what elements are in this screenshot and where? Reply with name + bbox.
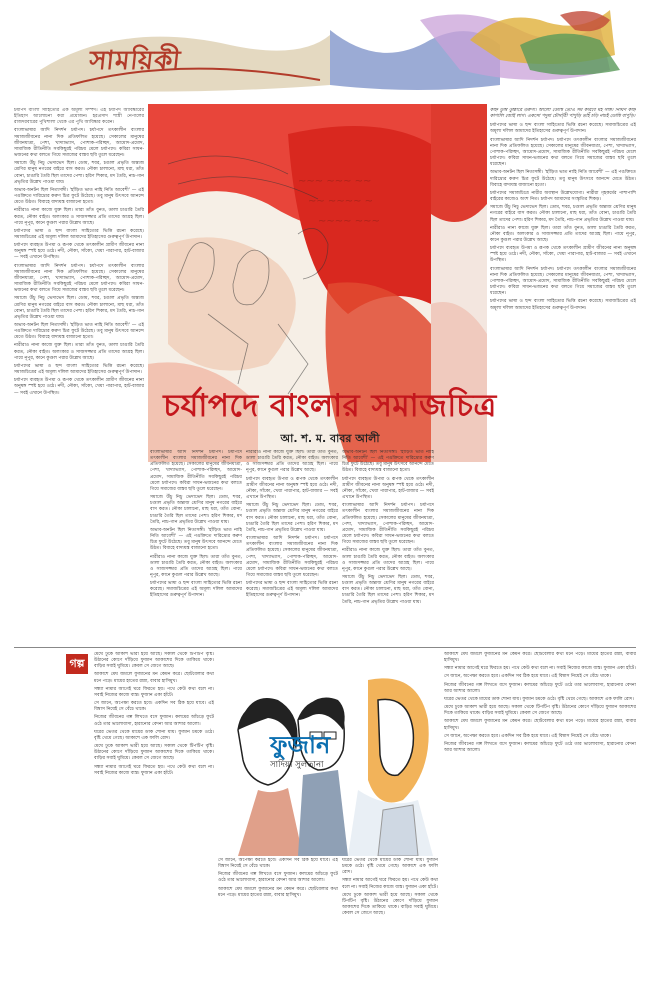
article-paragraph: নারীরাও নানা কাজে যুক্ত ছিল। তারা তাঁত বুনত, ডালা চাঙারি তৈরি করত, নৌকা বাইত। অলংকার ও সাজসজ্জার প্রতি তাদের আগ্রহ ছিল। পায়ে নূপুর, কানে কুণ্ডল পরার উল্লেখ আছে।	[14, 208, 144, 226]
story-paragraph: ঘরের ভেতর থেকে মায়ের ডাক শোনা যায়। ফুজান চমকে ওঠে। বৃষ্টি থেমে গেছে। আকাশে এক ফালি রোদ।	[444, 696, 634, 702]
article-paragraph: অভাব-অনটন ছিল নিত্যসঙ্গী। 'হাঁড়িত ভাত নাহি নিতি আবেশী' — এই পঙক্তিতে দারিদ্র্যের করুণ চিত্র ফুটে উঠেছে। তবু মানুষ উৎসবে আনন্দে মেতে উঠত। বিবাহে বাদ্যযন্ত্র বাজানো হতো।	[342, 450, 434, 474]
article-paragraph: নারীরাও নানা কাজে যুক্ত ছিল। তারা তাঁত বুনত, ডালা চাঙারি তৈরি করত, নৌকা বাইত। অলংকার ও সাজসজ্জার প্রতি তাদের আগ্রহ ছিল। পায়ে নূপুর, কানে কুণ্ডল পরার উল্লেখ আছে।	[490, 225, 636, 243]
story-author: সাদিয়া সুলতানা	[270, 760, 324, 770]
article-paragraph: নারীরাও নানা কাজে যুক্ত ছিল। তারা তাঁত বুনত, ডালা চাঙারি তৈরি করত, নৌকা বাইত। অলংকার ও সাজসজ্জার প্রতি তাদের আগ্রহ ছিল। পায়ে নূপুর, কানে কুণ্ডল পরার উল্লেখ আছে।	[150, 554, 242, 578]
article-paragraph: চর্যাপদের ভাষা ও ছন্দ বাংলা সাহিত্যের ভিত্তি রচনা করেছে। সমাজচিত্রের এই অমূল্য দলিল আমাদের ইতিহাসের গুরুত্বপূর্ণ উপাদান।	[490, 123, 636, 135]
article-paragraph: অভাব-অনটন ছিল নিত্যসঙ্গী। 'হাঁড়িত ভাত নাহি নিতি আবেশী' — এই পঙক্তিতে দারিদ্র্যের করুণ চিত্র ফুটে উঠেছে। তবু মানুষ উৎসবে আনন্দে মেতে উঠত। বিবাহে বাদ্যযন্ত্র বাজানো হতো।	[150, 527, 242, 552]
article-headline: চর্যাপদে বাংলার সমাজচিত্র	[163, 388, 497, 424]
story-paragraph: মেঘে ঢুকে আকাশ ভারী হয়ে আছে। সকাল থেকে টিপটিপ বৃষ্টি। উঠানের কোণে দাঁড়িয়ে ফুজান আকাশের দিকে তাকিয়ে থাকে। বাড়ির সবাই ঘুমিয়ে। কেবল সে জেগে আছে।	[342, 892, 438, 917]
article-column-left	[14, 108, 144, 658]
story-column-2	[218, 858, 338, 978]
article-paragraph: বাংলাভাষার আদি নিদর্শন চর্যাপদ। চর্যাপদে তৎকালীন বাংলার সমাজজীবনের নানা দিক প্রতিফলিত হয়েছে। সেকালের মানুষের জীবনযাত্রা, পেশা, খাদ্যাভ্যাস, পোশাক-পরিচ্ছদ, আমোদ-প্রমোদ, সামাজিক রীতিনীতি সবকিছুরই পরিচয় মেলে চর্যাপদে। কবিরা সাধন-ভজনের কথা বলতে গিয়ে সমাজের বাস্তব ছবি তুলে ধরেছেন।	[14, 263, 144, 294]
story-paragraph: মেঘে ঢুকে আকাশ ভারী হয়ে আছে। সকাল থেকে টিপটিপ বৃষ্টি। উঠানের কোণে দাঁড়িয়ে ফুজান আকাশের দিকে তাকিয়ে থাকে। বাড়ির সবাই ঘুমিয়ে। কেবল সে জেগে আছে।	[444, 705, 636, 717]
article-paragraph: নারীরাও নানা কাজে যুক্ত ছিল। তারা তাঁত বুনত, ডালা চাঙারি তৈরি করত, নৌকা বাইত। অলংকার ও সাজসজ্জার প্রতি তাদের আগ্রহ ছিল। পায়ে নূপুর, কানে কুণ্ডল পরার উল্লেখ আছে।	[246, 450, 338, 474]
story-paragraph: ঘরের ভেতর থেকে মায়ের ডাক শোনা যায়। ফুজান চমকে ওঠে। বৃষ্টি থেমে গেছে। আকাশে এক ফালি রোদ।	[342, 858, 438, 876]
story-column-4	[444, 652, 636, 977]
article-paragraph: চর্যাপদের ভাষা ও ছন্দ বাংলা সাহিত্যের ভিত্তি রচনা করেছে। সমাজচিত্রের এই অমূল্য দলিল আমাদের ইতিহাসের গুরুত্বপূর্ণ উপাদান।	[490, 299, 636, 311]
article-paragraph: চর্যাপদে ব্যবহৃত উপমা ও রূপক থেকে তৎকালীন গ্রামীণ জীবনের নানা অনুষঙ্গ স্পষ্ট হয়ে ওঠে। নদী, নৌকা, সাঁকো, খেয়া পারাপার, হাট-বাজার — সবই এখানে উপস্থিত।	[14, 378, 144, 396]
svg-text:~~ ~~~~ ~: ~~ ~~~~ ~	[308, 196, 374, 207]
article-paragraph: বাংলাভাষার আদি নিদর্শন চর্যাপদ। চর্যাপদে তৎকালীন বাংলার সমাজজীবনের নানা দিক প্রতিফলিত হয়েছে। সেকালের মানুষের জীবনযাত্রা, পেশা, খাদ্যাভ্যাস, পোশাক-পরিচ্ছদ, আমোদ-প্রমোদ, সামাজিক রীতিনীতি সবকিছুরই পরিচয় মেলে চর্যাপদে। কবিরা সাধন-ভজনের কথা বলতে গিয়ে সমাজের বাস্তব ছবি তুলে ধরেছেন।	[342, 503, 434, 546]
story-paragraph: নিজের জীবনের গল্প লিখতে বসে ফুজান। কলমের আঁচড়ে ফুটে ওঠে তার ভালোবাসা, হারানোর বেদনা আর আশার আলো।	[218, 872, 338, 884]
article-paragraph: চর্যাপদে ব্যবহৃত উপমা ও রূপক থেকে তৎকালীন গ্রামীণ জীবনের নানা অনুষঙ্গ স্পষ্ট হয়ে ওঠে। নদী, নৌকা, সাঁকো, খেয়া পারাপার, হাট-বাজার — সবই এখানে উপস্থিত।	[246, 476, 338, 501]
article-column-4	[342, 450, 434, 642]
article-paragraph: চর্যাপদের ভাষা ও ছন্দ বাংলা সাহিত্যের ভিত্তি রচনা করেছে। সমাজচিত্রের এই অমূল্য দলিল আমাদের ইতিহাসের গুরুত্বপূর্ণ উপাদান।	[14, 363, 144, 376]
story-paragraph: সন্ধ্যা নামার আগেই ঘরে ফিরতে হয়। পথে কেউ কথা বলে না। সবাই নিজের কাজে ব্যস্ত। ফুজান একা হাঁটে।	[94, 686, 214, 698]
story-paragraph: সন্ধ্যা নামার আগেই ঘরে ফিরতে হয়। পথে কেউ কথা বলে না। সবাই নিজের কাজে ব্যস্ত। ফুজান একা হাঁটে।	[342, 878, 438, 890]
story-paragraph: আকাশে মেঘ জমলে ফুজানের মন কেমন করে। ছোটবেলার কথা মনে পড়ে। মায়ের হাতের রান্না, বাবার হাসিমুখ।	[94, 672, 214, 684]
story-column-3	[342, 858, 438, 978]
section-divider	[14, 647, 636, 648]
article-paragraph: চর্যাপদের ভাষা ও ছন্দ বাংলা সাহিত্যের ভিত্তি রচনা করেছে। সমাজচিত্রের এই অমূল্য দলিল আমাদের ইতিহাসের গুরুত্বপূর্ণ উপাদান।	[246, 581, 338, 599]
story-paragraph: নিজের জীবনের গল্প লিখতে বসে ফুজান। কলমের আঁচড়ে ফুটে ওঠে তার ভালোবাসা, হারানোর বেদনা আর আশার আলো।	[444, 682, 636, 694]
article-column-2	[150, 450, 242, 642]
article-paragraph: চর্যাপদে ব্যবহৃত উপমা ও রূপক থেকে তৎকালীন গ্রামীণ জীবনের নানা অনুষঙ্গ স্পষ্ট হয়ে ওঠে। নদী, নৌকা, সাঁকো, খেয়া পারাপার, হাট-বাজার — সবই এখানে উপস্থিত।	[14, 243, 144, 261]
story-paragraph: সে জানে, অপেক্ষা করতে হবে। একদিন সব ঠিক হয়ে যাবে। এই বিশ্বাস নিয়েই সে বেঁচে থাকে।	[218, 858, 338, 870]
article-paragraph: চর্যাপদে ব্যবহৃত উপমা ও রূপক থেকে তৎকালীন গ্রামীণ জীবনের নানা অনুষঙ্গ স্পষ্ট হয়ে ওঠে। নদী, নৌকা, সাঁকো, খেয়া পারাপার, হাট-বাজার — সবই এখানে উপস্থিত।	[342, 476, 434, 501]
story-paragraph: সন্ধ্যা নামার আগেই ঘরে ফিরতে হয়। পথে কেউ কথা বলে না। সবাই নিজের কাজে ব্যস্ত। ফুজান একা হাঁটে।	[94, 764, 214, 776]
article-byline: আ. শ. ম. বাবর আলী	[280, 432, 380, 445]
story-paragraph: নিজের জীবনের গল্প লিখতে বসে ফুজান। কলমের আঁচড়ে ফুটে ওঠে তার ভালোবাসা, হারানোর বেদনা আর আশার আলো।	[444, 741, 636, 754]
article-paragraph: সমাজে উঁচু নিচু ভেদাভেদ ছিল। ডোম, শবর, চণ্ডাল প্রভৃতি অন্ত্যজ শ্রেণির মানুষ নগরের বাইরে বাস করত। নৌকা চালানো, মাছ ধরা, তাঁত বোনা, চাঙারি তৈরি ছিল তাদের পেশা। হরিণ শিকার, মদ তৈরি, নাচ-গান প্রভৃতির উল্লেখ পাওয়া যায়।	[14, 161, 144, 185]
article-paragraph: অভাব-অনটন ছিল নিত্যসঙ্গী। 'হাঁড়িত ভাত নাহি নিতি আবেশী' — এই পঙক্তিতে দারিদ্র্যের করুণ চিত্র ফুটে উঠেছে। তবু মানুষ উৎসবে আনন্দে মেতে উঠত। বিবাহে বাদ্যযন্ত্র বাজানো হতো।	[490, 170, 636, 188]
article-intro: চর্যাপদ বাংলা সাহিত্যের এক অমূল্য সম্পদ। এই চর্যাপদ আবিষ্কারের ইতিহাস আলোচনা করা প্রয়োজন। হরপ্রসাদ শাস্ত্রী নেপালের রাজদরবারের পুথিশালা থেকে এর পুথি আবিষ্কার করেন।	[14, 108, 144, 126]
story-paragraph: আকাশে মেঘ জমলে ফুজানের মন কেমন করে। ছোটবেলার কথা মনে পড়ে। মায়ের হাতের রান্না, বাবার হাসিমুখ।	[218, 886, 338, 898]
article-paragraph: চর্যাপদের ভাষা ও ছন্দ বাংলা সাহিত্যের ভিত্তি রচনা করেছে। সমাজচিত্রের এই অমূল্য দলিল আমাদের ইতিহাসের গুরুত্বপূর্ণ উপাদান।	[150, 581, 242, 599]
story-paragraph: সে জানে, অপেক্ষা করতে হবে। একদিন সব ঠিক হয়ে যাবে। এই বিশ্বাস নিয়েই সে বেঁচে থাকে।	[444, 674, 611, 680]
article-paragraph: বাংলাভাষার আদি নিদর্শন চর্যাপদ। চর্যাপদে তৎকালীন বাংলার সমাজজীবনের নানা দিক প্রতিফলিত হয়েছে। সেকালের মানুষের জীবনযাত্রা, পেশা, খাদ্যাভ্যাস, পোশাক-পরিচ্ছদ, আমোদ-প্রমোদ, সামাজিক রীতিনীতি সবকিছুরই পরিচয় মেলে চর্যাপদে। কবিরা সাধন-ভজনের কথা বলতে গিয়ে সমাজের বাস্তব ছবি তুলে ধরেছেন।	[490, 137, 636, 168]
verse-block: কাহ্ন ডুম্বি তুহ্মারে তরুণী। আলো ডোম্বি তোএ সম করিবে মই সাঙ্গ। নিঘিণ কাহ্ন কাপালি জোই লাগ। একসো পদুমা চৌসট্ঠী পাখুড়ি তহিঁ চড়ি নাচই ডোম্বি বাপুড়ি।	[490, 108, 636, 120]
article-column-right	[490, 108, 636, 642]
article-paragraph: চর্যাপদের সমাজচিত্রে নারীর অবস্থান উল্লেখযোগ্য। নারীরা গৃহকর্মের পাশাপাশি বাইরের কাজেও অংশ নিত। চর্যাপদ আমাদের সংস্কৃতির শিকড়।	[490, 190, 636, 203]
story-paragraph: সে জানে, অপেক্ষা করতে হবে। একদিন সব ঠিক হয়ে যাবে। এই বিশ্বাস নিয়েই সে বেঁচে থাকে।	[444, 733, 611, 739]
story-paragraph: সন্ধ্যা নামার আগেই ঘরে ফিরতে হয়। পথে কেউ কথা বলে না। সবাই নিজের কাজে ব্যস্ত। ফুজান একা হাঁটে।	[444, 666, 636, 672]
svg-text:~~~~ ~~~: ~~~~ ~~~	[318, 216, 380, 227]
article-paragraph: অভাব-অনটন ছিল নিত্যসঙ্গী। 'হাঁড়িত ভাত নাহি নিতি আবেশী' — এই পঙক্তিতে দারিদ্র্যের করুণ চিত্র ফুটে উঠেছে। তবু মানুষ উৎসবে আনন্দে মেতে উঠত। বিবাহে বাদ্যযন্ত্র বাজানো হতো।	[14, 323, 144, 341]
article-paragraph: অভাব-অনটন ছিল নিত্যসঙ্গী। 'হাঁড়িত ভাত নাহি নিতি আবেশী' — এই পঙক্তিতে দারিদ্র্যের করুণ চিত্র ফুটে উঠেছে। তবু মানুষ উৎসবে আনন্দে মেতে উঠত। বিবাহে বাদ্যযন্ত্র বাজানো হতো।	[14, 187, 144, 206]
article-paragraph: সমাজে উঁচু নিচু ভেদাভেদ ছিল। ডোম, শবর, চণ্ডাল প্রভৃতি অন্ত্যজ শ্রেণির মানুষ নগরের বাইরে বাস করত। নৌকা চালানো, মাছ ধরা, তাঁত বোনা, চাঙারি তৈরি ছিল তাদের পেশা। হরিণ শিকার, মদ তৈরি, নাচ-গান প্রভৃতির উল্লেখ পাওয়া যায়।	[490, 205, 636, 223]
story-title: ফুজান	[270, 731, 331, 759]
story-paragraph: সে জানে, অপেক্ষা করতে হবে। একদিন সব ঠিক হয়ে যাবে। এই বিশ্বাস নিয়েই সে বেঁচে থাকে।	[94, 701, 214, 713]
article-column-3	[246, 450, 338, 642]
article-paragraph: সমাজে উঁচু নিচু ভেদাভেদ ছিল। ডোম, শবর, চণ্ডাল প্রভৃতি অন্ত্যজ শ্রেণির মানুষ নগরের বাইরে বাস করত। নৌকা চালানো, মাছ ধরা, তাঁত বোনা, চাঙারি তৈরি ছিল তাদের পেশা। হরিণ শিকার, মদ তৈরি, নাচ-গান প্রভৃতির উল্লেখ পাওয়া যায়।	[342, 574, 434, 605]
story-paragraph: মেঘে ঢুকে আকাশ ভারী হয়ে আছে। সকাল থেকে টিপটিপ বৃষ্টি। উঠানের কোণে দাঁড়িয়ে ফুজান আকাশের দিকে তাকিয়ে থাকে। বাড়ির সবাই ঘুমিয়ে। কেবল সে জেগে আছে।	[94, 652, 214, 670]
story-paragraph: আকাশে মেঘ জমলে ফুজানের মন কেমন করে। ছোটবেলার কথা মনে পড়ে। মায়ের হাতের রান্না, বাবার হাসিমুখ।	[444, 719, 636, 731]
story-tag: গল্প	[66, 654, 88, 674]
article-paragraph: বাংলাভাষার আদি নিদর্শন চর্যাপদ। চর্যাপদে তৎকালীন বাংলার সমাজজীবনের নানা দিক প্রতিফলিত হয়েছে। সেকালের মানুষের জীবনযাত্রা, পেশা, খাদ্যাভ্যাস, পোশাক-পরিচ্ছদ, আমোদ-প্রমোদ, সামাজিক রীতিনীতি সবকিছুরই পরিচয় মেলে চর্যাপদে। কবিরা সাধন-ভজনের কথা বলতে গিয়ে সমাজের বাস্তব ছবি তুলে ধরেছেন।	[150, 450, 242, 492]
article-paragraph: নারীরাও নানা কাজে যুক্ত ছিল। তারা তাঁত বুনত, ডালা চাঙারি তৈরি করত, নৌকা বাইত। অলংকার ও সাজসজ্জার প্রতি তাদের আগ্রহ ছিল। পায়ে নূপুর, কানে কুণ্ডল পরার উল্লেখ আছে।	[342, 548, 434, 572]
article-paragraph: চর্যাপদের ভাষা ও ছন্দ বাংলা সাহিত্যের ভিত্তি রচনা করেছে। সমাজচিত্রের এই অমূল্য দলিল আমাদের ইতিহাসের গুরুত্বপূর্ণ উপাদান।	[14, 228, 144, 240]
story-paragraph: নিজের জীবনের গল্প লিখতে বসে ফুজান। কলমের আঁচড়ে ফুটে ওঠে তার ভালোবাসা, হারানোর বেদনা আর আশার আলো।	[94, 715, 214, 727]
article-paragraph: চর্যাপদে ব্যবহৃত উপমা ও রূপক থেকে তৎকালীন গ্রামীণ জীবনের নানা অনুষঙ্গ স্পষ্ট হয়ে ওঠে। নদী, নৌকা, সাঁকো, খেয়া পারাপার, হাট-বাজার — সবই এখানে উপস্থিত।	[490, 246, 636, 264]
story-paragraph: মেঘে ঢুকে আকাশ ভারী হয়ে আছে। সকাল থেকে টিপটিপ বৃষ্টি। উঠানের কোণে দাঁড়িয়ে ফুজান আকাশের দিকে তাকিয়ে থাকে। বাড়ির সবাই ঘুমিয়ে। কেবল সে জেগে আছে।	[94, 744, 214, 762]
article-paragraph: নারীরাও নানা কাজে যুক্ত ছিল। তারা তাঁত বুনত, ডালা চাঙারি তৈরি করত, নৌকা বাইত। অলংকার ও সাজসজ্জার প্রতি তাদের আগ্রহ ছিল। পায়ে নূপুর, কানে কুণ্ডল পরার উল্লেখ আছে।	[14, 343, 144, 361]
svg-text:~~~ ~~~ ~~: ~~~ ~~~ ~~	[298, 176, 372, 187]
article-paragraph: বাংলাভাষার আদি নিদর্শন চর্যাপদ। চর্যাপদে তৎকালীন বাংলার সমাজজীবনের নানা দিক প্রতিফলিত হয়েছে। সেকালের মানুষের জীবনযাত্রা, পেশা, খাদ্যাভ্যাস, পোশাক-পরিচ্ছদ, আমোদ-প্রমোদ, সামাজিক রীতিনীতি সবকিছুরই পরিচয় মেলে চর্যাপদে। কবিরা সাধন-ভজনের কথা বলতে গিয়ে সমাজের বাস্তব ছবি তুলে ধরেছেন।	[14, 128, 144, 159]
article-paragraph: সমাজে উঁচু নিচু ভেদাভেদ ছিল। ডোম, শবর, চণ্ডাল প্রভৃতি অন্ত্যজ শ্রেণির মানুষ নগরের বাইরে বাস করত। নৌকা চালানো, মাছ ধরা, তাঁত বোনা, চাঙারি তৈরি ছিল তাদের পেশা। হরিণ শিকার, মদ তৈরি, নাচ-গান প্রভৃতির উল্লেখ পাওয়া যায়।	[14, 296, 144, 320]
article-paragraph: বাংলাভাষার আদি নিদর্শন চর্যাপদ। চর্যাপদে তৎকালীন বাংলার সমাজজীবনের নানা দিক প্রতিফলিত হয়েছে। সেকালের মানুষের জীবনযাত্রা, পেশা, খাদ্যাভ্যাস, পোশাক-পরিচ্ছদ, আমোদ-প্রমোদ, সামাজিক রীতিনীতি সবকিছুরই পরিচয় মেলে চর্যাপদে। কবিরা সাধন-ভজনের কথা বলতে গিয়ে সমাজের বাস্তব ছবি তুলে ধরেছেন।	[490, 266, 636, 297]
article-paragraph: সমাজে উঁচু নিচু ভেদাভেদ ছিল। ডোম, শবর, চণ্ডাল প্রভৃতি অন্ত্যজ শ্রেণির মানুষ নগরের বাইরে বাস করত। নৌকা চালানো, মাছ ধরা, তাঁত বোনা, চাঙারি তৈরি ছিল তাদের পেশা। হরিণ শিকার, মদ তৈরি, নাচ-গান প্রভৃতির উল্লেখ পাওয়া যায়।	[246, 503, 338, 533]
article-paragraph: সমাজে উঁচু নিচু ভেদাভেদ ছিল। ডোম, শবর, চণ্ডাল প্রভৃতি অন্ত্যজ শ্রেণির মানুষ নগরের বাইরে বাস করত। নৌকা চালানো, মাছ ধরা, তাঁত বোনা, চাঙারি তৈরি ছিল তাদের পেশা। হরিণ শিকার, মদ তৈরি, নাচ-গান প্রভৃতির উল্লেখ পাওয়া যায়।	[150, 495, 242, 525]
article-paragraph: বাংলাভাষার আদি নিদর্শন চর্যাপদ। চর্যাপদে তৎকালীন বাংলার সমাজজীবনের নানা দিক প্রতিফলিত হয়েছে। সেকালের মানুষের জীবনযাত্রা, পেশা, খাদ্যাভ্যাস, পোশাক-পরিচ্ছদ, আমোদ-প্রমোদ, সামাজিক রীতিনীতি সবকিছুরই পরিচয় মেলে চর্যাপদে। কবিরা সাধন-ভজনের কথা বলতে গিয়ে সমাজের বাস্তব ছবি তুলে ধরেছেন।	[246, 536, 338, 578]
story-paragraph: আকাশে মেঘ জমলে ফুজানের মন কেমন করে। ছোটবেলার কথা মনে পড়ে। মায়ের হাতের রান্না, বাবার হাসিমুখ।	[444, 652, 636, 664]
story-paragraph: ঘরের ভেতর থেকে মায়ের ডাক শোনা যায়। ফুজান চমকে ওঠে। বৃষ্টি থেমে গেছে। আকাশে এক ফালি রোদ।	[94, 729, 214, 741]
story-column-1	[94, 652, 214, 977]
masthead-title: সাময়িকী	[87, 46, 183, 76]
